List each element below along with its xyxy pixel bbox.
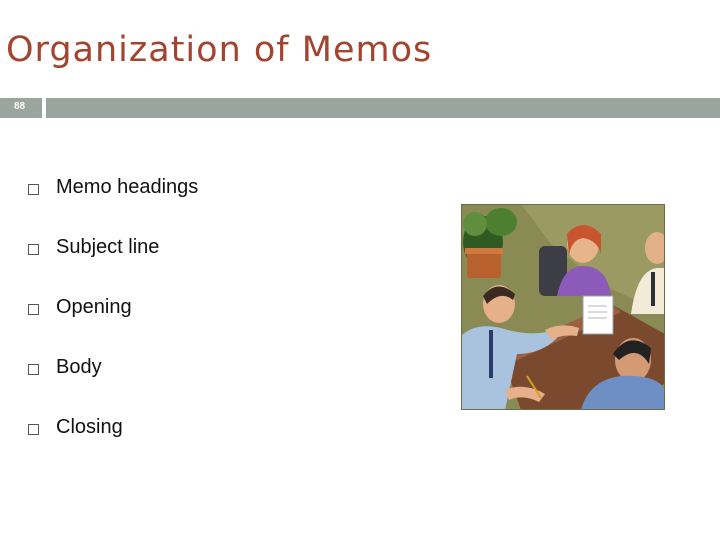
meeting-clipart-image [461, 204, 665, 410]
checkbox-bullet-icon [28, 424, 39, 435]
checkbox-bullet-icon [28, 184, 39, 195]
bullet-text: Body [56, 356, 102, 378]
bullet-text: Subject line [56, 236, 160, 258]
slide-number: 88 [14, 101, 26, 112]
list-item [28, 416, 198, 476]
list-item [28, 176, 198, 236]
bullet-text: Closing [56, 416, 123, 438]
slide-title: Organization of Memos [6, 30, 433, 70]
list-item [28, 296, 198, 356]
list-item [28, 236, 198, 296]
checkbox-bullet-icon [28, 244, 39, 255]
bullet-text: Memo headings [56, 176, 199, 198]
bullet-list [28, 176, 198, 476]
list-item [28, 356, 198, 416]
bullet-text: Opening [56, 296, 132, 318]
slide-number-box [0, 98, 42, 118]
checkbox-bullet-icon [28, 364, 39, 375]
header-bar [46, 98, 720, 118]
checkbox-bullet-icon [28, 304, 39, 315]
